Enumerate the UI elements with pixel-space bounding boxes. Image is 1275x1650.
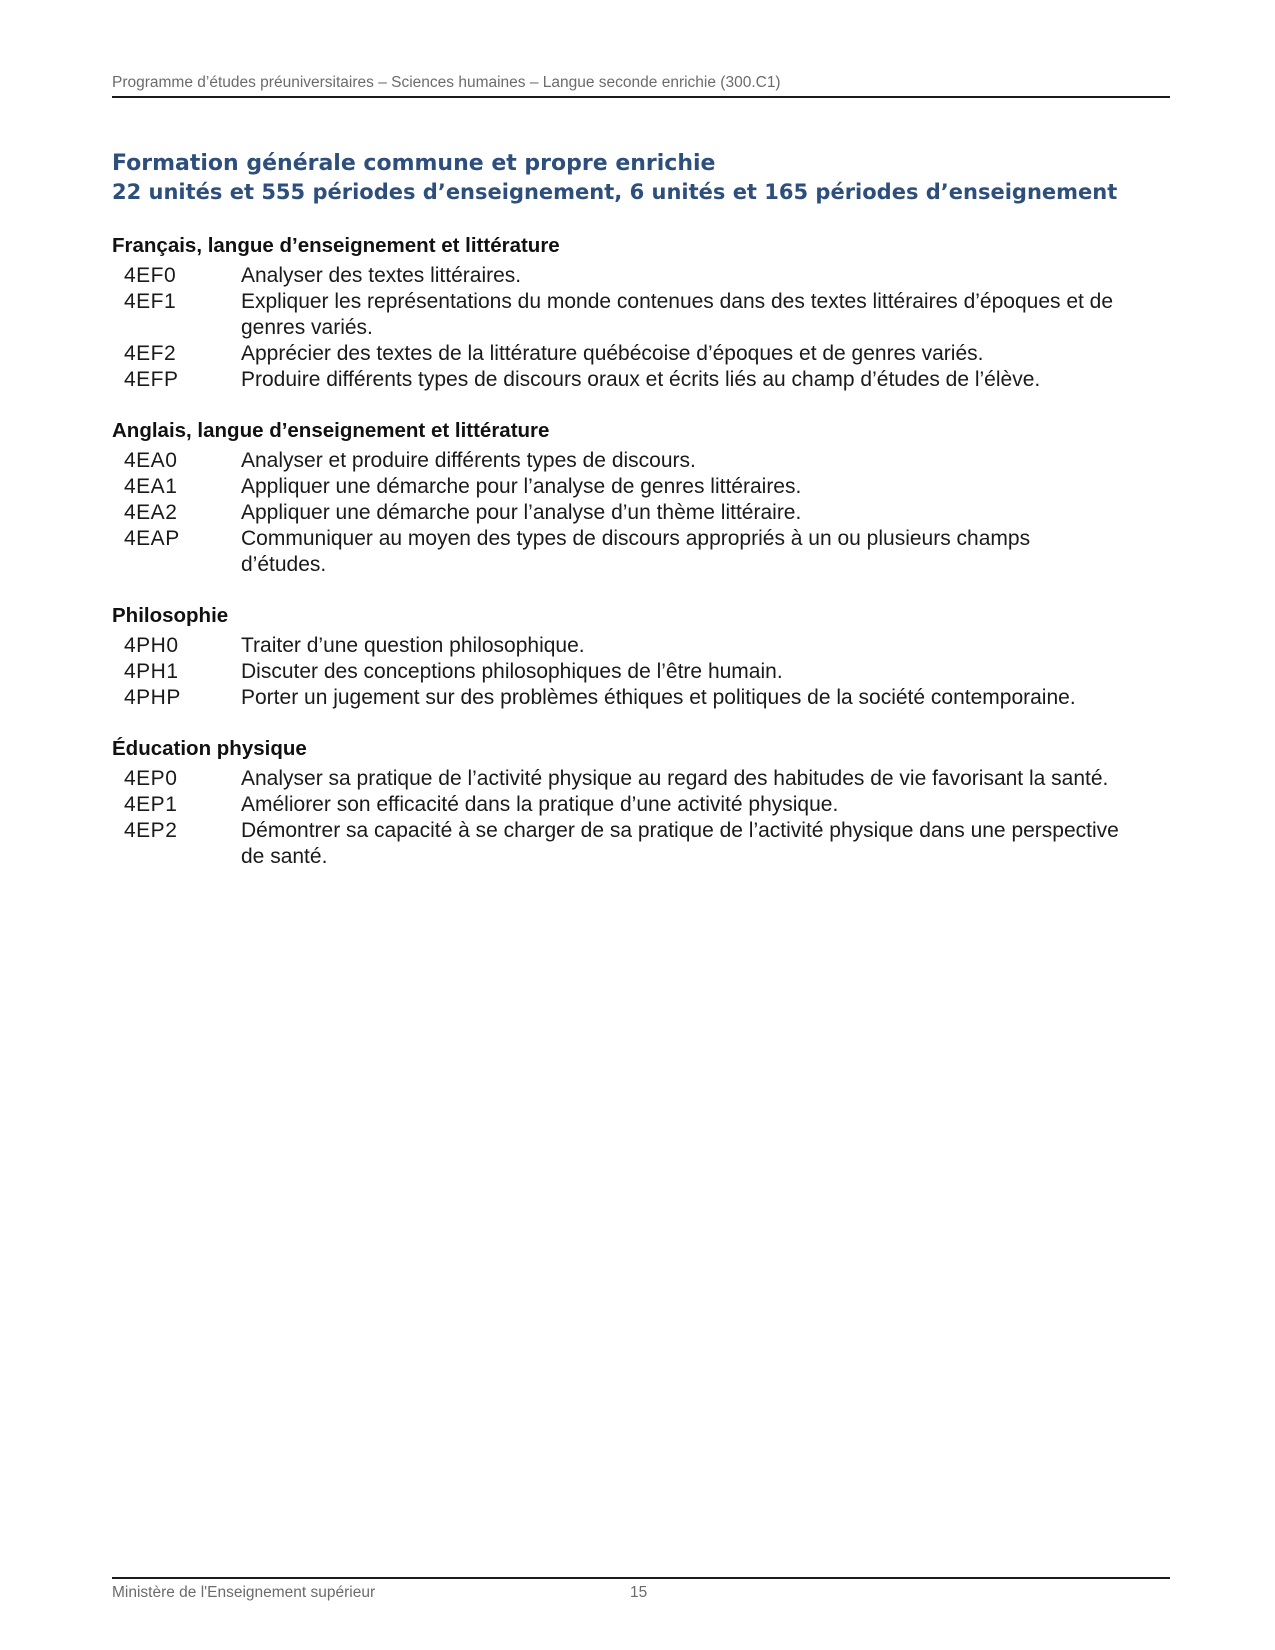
course-description: Discuter des conceptions philosophiques de l’être humain. xyxy=(241,660,783,683)
section-anglais xyxy=(112,418,1170,578)
course-row xyxy=(112,818,1170,870)
course-code: 4EA2 xyxy=(124,501,178,524)
course-description: Traiter d’une question philosophique. xyxy=(241,634,585,657)
course-description: Communiquer au moyen des types de discours appropriés à un ou plusieurs champs d’études. xyxy=(241,527,1031,576)
course-row xyxy=(112,500,1170,526)
course-row xyxy=(112,685,1170,711)
course-code: 4EAP xyxy=(124,527,180,550)
course-row xyxy=(112,526,1170,578)
page-footer xyxy=(112,1577,1170,1602)
course-row xyxy=(112,792,1170,818)
course-row xyxy=(112,448,1170,474)
course-row xyxy=(112,341,1170,367)
course-code: 4EF0 xyxy=(124,264,177,287)
course-row xyxy=(112,659,1170,685)
footer-organization: Ministère de l'Enseignement supérieur xyxy=(112,1584,376,1601)
section-title: Éducation physique xyxy=(112,737,307,760)
course-description: Produire différents types de discours oraux et écrits liés au champ d’études de l’élève. xyxy=(241,368,1041,391)
course-description: Analyser des textes littéraires. xyxy=(241,264,522,287)
course-row xyxy=(112,633,1170,659)
course-code: 4PH1 xyxy=(124,660,179,683)
course-row xyxy=(112,474,1170,500)
course-description: Appliquer une démarche pour l’analyse de genres littéraires. xyxy=(241,475,802,498)
course-description: Analyser sa pratique de l’activité physique au regard des habitudes de vie favorisant la santé. xyxy=(241,767,1109,790)
course-description: Analyser et produire différents types de discours. xyxy=(241,449,696,472)
course-code: 4EP1 xyxy=(124,793,178,816)
page-title: Formation générale commune et propre enrichie xyxy=(112,151,716,176)
section-francais xyxy=(112,233,1170,393)
course-description: Démontrer sa capacité à se charger de sa pratique de l’activité physique dans une perspective de santé. xyxy=(241,819,1119,868)
section-philosophie xyxy=(112,603,1170,711)
document-body xyxy=(112,149,1170,870)
course-code: 4EF2 xyxy=(124,342,177,365)
course-description: Porter un jugement sur des problèmes éthiques et politiques de la société contemporaine. xyxy=(241,686,1076,709)
course-row xyxy=(112,766,1170,792)
course-code: 4EF1 xyxy=(124,290,177,313)
section-title: Philosophie xyxy=(112,604,229,627)
course-row xyxy=(112,367,1170,393)
page-header xyxy=(112,74,1170,98)
course-description: Appliquer une démarche pour l’analyse d’un thème littéraire. xyxy=(241,501,802,524)
section-education-physique xyxy=(112,736,1170,870)
course-description: Améliorer son efficacité dans la pratique d’une activité physique. xyxy=(241,793,839,816)
course-code: 4EP2 xyxy=(124,819,178,842)
section-title: Anglais, langue d’enseignement et littérature xyxy=(112,419,550,442)
running-title: Programme d’études préuniversitaires – Sciences humaines – Langue seconde enrichie (300.C1) xyxy=(112,74,781,91)
course-code: 4PHP xyxy=(124,686,181,709)
page-number: 15 xyxy=(630,1584,648,1601)
course-description: Expliquer les représentations du monde contenues dans des textes littéraires d’époques et de genres variés. xyxy=(241,290,1114,339)
section-title: Français, langue d’enseignement et littérature xyxy=(112,234,560,257)
course-code: 4EA1 xyxy=(124,475,178,498)
page-subtitle: 22 unités et 555 périodes d’enseignement, 6 unités et 165 périodes d’enseignement xyxy=(112,180,1118,204)
course-description: Apprécier des textes de la littérature québécoise d’époques et de genres variés. xyxy=(241,342,984,365)
course-row xyxy=(112,263,1170,289)
course-code: 4EFP xyxy=(124,368,179,391)
course-code: 4EP0 xyxy=(124,767,178,790)
course-code: 4EA0 xyxy=(124,449,178,472)
course-code: 4PH0 xyxy=(124,634,179,657)
course-row xyxy=(112,289,1170,341)
